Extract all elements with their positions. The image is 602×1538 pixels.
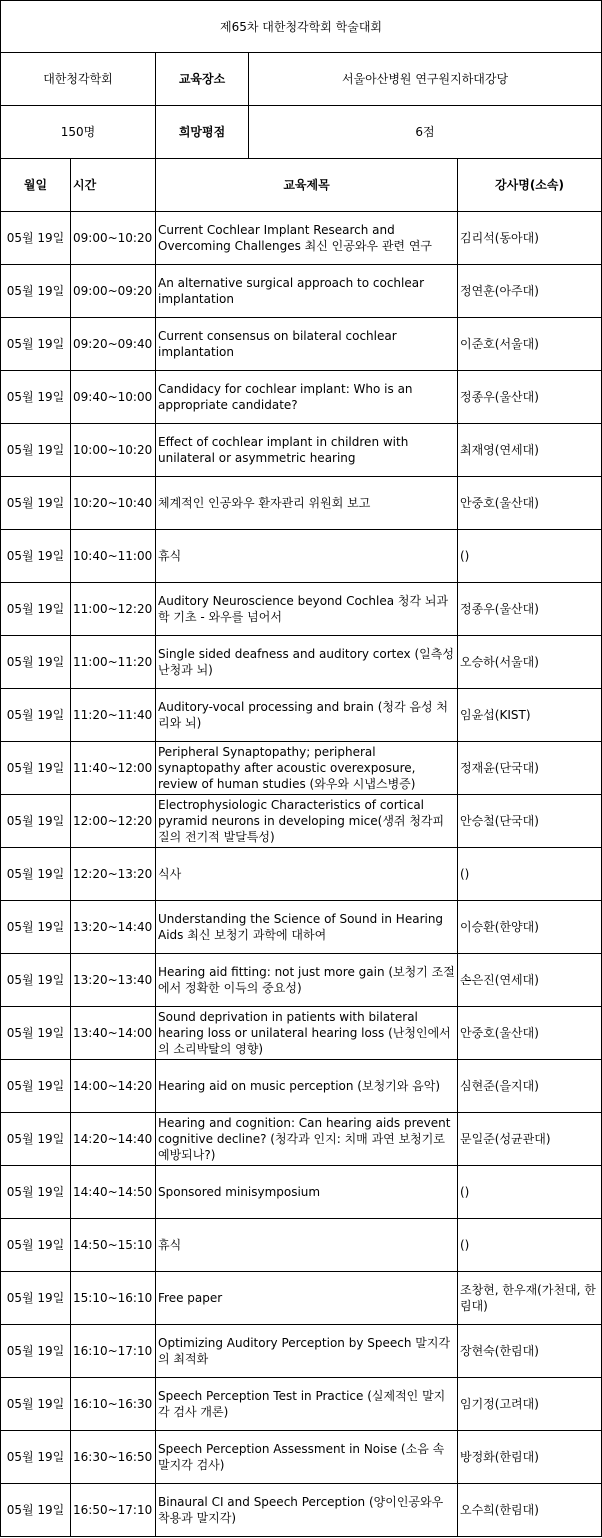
session-time: 15:10~16:10 (71, 1272, 156, 1325)
session-speaker: 임윤섭(KIST) (458, 689, 602, 742)
session-time: 12:00~12:20 (71, 795, 156, 848)
session-topic: 휴식 (156, 530, 458, 583)
session-time: 09:40~10:00 (71, 371, 156, 424)
session-topic: Auditory Neuroscience beyond Cochlea 청각 뇌과학 기초 - 와우를 넘어서 (156, 583, 458, 636)
session-speaker: 손은진(연세대) (458, 954, 602, 1007)
session-date: 05월 19일 (1, 742, 71, 795)
session-speaker: 조창현, 한우재(가천대, 한림대) (458, 1272, 602, 1325)
session-topic: Current consensus on bilateral cochlear implantation (156, 318, 458, 371)
session-topic: Hearing and cognition: Can hearing aids prevent cognitive decline? (청각과 인지: 치매 과연 보청기로 예방되나?) (156, 1113, 458, 1166)
column-header-date: 월일 (1, 159, 71, 212)
points-label: 희망평점 (156, 106, 249, 159)
session-topic: Sound deprivation in patients with bilateral hearing loss or unilateral hearing loss (난청인에서의 소리박탈의 영향) (156, 1007, 458, 1060)
table-row (1, 742, 602, 795)
column-header-topic: 교육제목 (156, 159, 458, 212)
session-time: 10:40~11:00 (71, 530, 156, 583)
session-topic: Electrophysiologic Characteristics of cortical pyramid neurons in developing mice(생쥐 청각피질의 전기적 발달특성) (156, 795, 458, 848)
session-date: 05월 19일 (1, 954, 71, 1007)
session-speaker: 문일준(성균관대) (458, 1113, 602, 1166)
session-speaker: () (458, 1166, 602, 1219)
column-header-speaker: 강사명(소속) (458, 159, 602, 212)
session-date: 05월 19일 (1, 1113, 71, 1166)
session-speaker: 방정화(한림대) (458, 1431, 602, 1484)
table-row (1, 265, 602, 318)
table-row (1, 212, 602, 265)
session-speaker: 이승환(한양대) (458, 901, 602, 954)
session-speaker: 정재윤(단국대) (458, 742, 602, 795)
session-speaker: () (458, 848, 602, 901)
session-time: 14:20~14:40 (71, 1113, 156, 1166)
session-time: 11:40~12:00 (71, 742, 156, 795)
table-row (1, 1325, 602, 1378)
session-topic: Optimizing Auditory Perception by Speech 말지각의 최적화 (156, 1325, 458, 1378)
session-speaker: 이준호(서울대) (458, 318, 602, 371)
session-date: 05월 19일 (1, 1431, 71, 1484)
title-row (1, 1, 602, 53)
session-time: 11:20~11:40 (71, 689, 156, 742)
session-time: 11:00~11:20 (71, 636, 156, 689)
session-topic: An alternative surgical approach to cochlear implantation (156, 265, 458, 318)
session-speaker: 정종우(울산대) (458, 371, 602, 424)
session-topic: Hearing aid fitting: not just more gain (보청기 조절에서 정확한 이득의 중요성) (156, 954, 458, 1007)
session-speaker: 장현숙(한림대) (458, 1325, 602, 1378)
session-date: 05월 19일 (1, 371, 71, 424)
session-date: 05월 19일 (1, 689, 71, 742)
session-time: 13:40~14:00 (71, 1007, 156, 1060)
session-date: 05월 19일 (1, 477, 71, 530)
session-topic: Current Cochlear Implant Research and Overcoming Challenges 최신 인공와우 관련 연구 (156, 212, 458, 265)
table-row (1, 901, 602, 954)
session-date: 05월 19일 (1, 1166, 71, 1219)
session-time: 10:20~10:40 (71, 477, 156, 530)
session-topic: Peripheral Synaptopathy; peripheral synaptopathy after acoustic overexposure, review of human studies (와우와 시냅스병증) (156, 742, 458, 795)
table-row (1, 424, 602, 477)
session-topic: Single sided deafness and auditory cortex (일측성 난청과 뇌) (156, 636, 458, 689)
table-row (1, 1219, 602, 1272)
session-date: 05월 19일 (1, 636, 71, 689)
session-topic: Auditory-vocal processing and brain (청각 음성 처리와 뇌) (156, 689, 458, 742)
table-row (1, 1378, 602, 1431)
session-speaker: 최재영(연세대) (458, 424, 602, 477)
session-date: 05월 19일 (1, 1007, 71, 1060)
session-topic: Understanding the Science of Sound in Hearing Aids 최신 보청기 과학에 대하여 (156, 901, 458, 954)
session-time: 16:10~16:30 (71, 1378, 156, 1431)
table-row (1, 1272, 602, 1325)
session-topic: Speech Perception Assessment in Noise (소음 속 말지각 검사) (156, 1431, 458, 1484)
session-date: 05월 19일 (1, 1378, 71, 1431)
table-row (1, 1113, 602, 1166)
session-topic: 휴식 (156, 1219, 458, 1272)
session-date: 05월 19일 (1, 901, 71, 954)
table-row (1, 1166, 602, 1219)
session-date: 05월 19일 (1, 265, 71, 318)
venue-value: 서울아산병원 연구원지하대강당 (249, 53, 602, 106)
session-date: 05월 19일 (1, 530, 71, 583)
column-header-row (1, 159, 602, 212)
session-time: 10:00~10:20 (71, 424, 156, 477)
session-topic: Effect of cochlear implant in children with unilateral or asymmetric hearing (156, 424, 458, 477)
session-topic: Sponsored minisymposium (156, 1166, 458, 1219)
session-date: 05월 19일 (1, 424, 71, 477)
venue-row (1, 53, 602, 106)
session-date: 05월 19일 (1, 1219, 71, 1272)
session-topic: Binaural CI and Speech Perception (양이인공와우 착용과 말지각) (156, 1484, 458, 1537)
table-row (1, 318, 602, 371)
session-speaker: 오수희(한림대) (458, 1484, 602, 1537)
capacity-row (1, 106, 602, 159)
points-value: 6점 (249, 106, 602, 159)
session-time: 09:00~10:20 (71, 212, 156, 265)
table-row (1, 477, 602, 530)
session-date: 05월 19일 (1, 318, 71, 371)
table-row (1, 636, 602, 689)
session-time: 11:00~12:20 (71, 583, 156, 636)
session-time: 12:20~13:20 (71, 848, 156, 901)
session-speaker: 김리석(동아대) (458, 212, 602, 265)
table-row (1, 583, 602, 636)
session-date: 05월 19일 (1, 848, 71, 901)
session-time: 09:00~09:20 (71, 265, 156, 318)
table-row (1, 1431, 602, 1484)
table-row (1, 848, 602, 901)
session-date: 05월 19일 (1, 795, 71, 848)
conference-title: 제65차 대한청각학회 학술대회 (1, 1, 602, 53)
table-row (1, 1007, 602, 1060)
session-speaker: 안중호(울산대) (458, 1007, 602, 1060)
session-time: 16:50~17:10 (71, 1484, 156, 1537)
session-topic: Hearing aid on music perception (보청기와 음악) (156, 1060, 458, 1113)
session-topic: 체계적인 인공와우 환자관리 위원회 보고 (156, 477, 458, 530)
session-time: 16:10~17:10 (71, 1325, 156, 1378)
session-time: 14:40~14:50 (71, 1166, 156, 1219)
session-time: 14:00~14:20 (71, 1060, 156, 1113)
session-topic: Free paper (156, 1272, 458, 1325)
session-speaker: () (458, 1219, 602, 1272)
session-topic: Speech Perception Test in Practice (실제적인 말지각 검사 개론) (156, 1378, 458, 1431)
session-speaker: 안중호(울산대) (458, 477, 602, 530)
session-date: 05월 19일 (1, 1325, 71, 1378)
session-date: 05월 19일 (1, 212, 71, 265)
session-date: 05월 19일 (1, 1484, 71, 1537)
table-row (1, 689, 602, 742)
session-date: 05월 19일 (1, 583, 71, 636)
session-date: 05월 19일 (1, 1272, 71, 1325)
session-time: 13:20~14:40 (71, 901, 156, 954)
session-time: 13:20~13:40 (71, 954, 156, 1007)
venue-label: 교육장소 (156, 53, 249, 106)
session-speaker: 안승철(단국대) (458, 795, 602, 848)
table-row (1, 1484, 602, 1537)
session-speaker: 정연훈(아주대) (458, 265, 602, 318)
session-time: 16:30~16:50 (71, 1431, 156, 1484)
session-speaker: 임기정(고려대) (458, 1378, 602, 1431)
session-speaker: 오승하(서울대) (458, 636, 602, 689)
capacity-value: 150명 (1, 106, 156, 159)
session-date: 05월 19일 (1, 1060, 71, 1113)
table-row (1, 1060, 602, 1113)
session-topic: 식사 (156, 848, 458, 901)
column-header-time: 시간 (71, 159, 156, 212)
table-row (1, 795, 602, 848)
session-speaker: 정종우(울산대) (458, 583, 602, 636)
table-row (1, 954, 602, 1007)
session-topic: Candidacy for cochlear implant: Who is an appropriate candidate? (156, 371, 458, 424)
session-time: 09:20~09:40 (71, 318, 156, 371)
session-time: 14:50~15:10 (71, 1219, 156, 1272)
organizer-name: 대한청각학회 (1, 53, 156, 106)
table-row (1, 530, 602, 583)
session-speaker: () (458, 530, 602, 583)
session-speaker: 심현준(을지대) (458, 1060, 602, 1113)
table-row (1, 371, 602, 424)
